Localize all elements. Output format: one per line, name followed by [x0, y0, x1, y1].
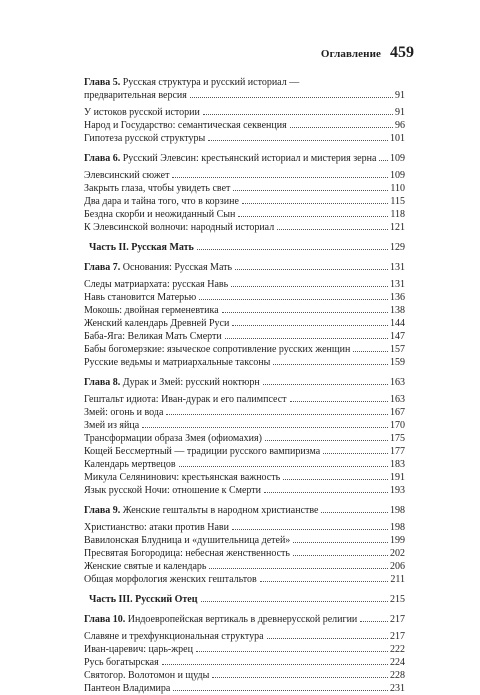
- chapter-entry: [84, 261, 405, 274]
- dot-leader: [197, 249, 388, 250]
- dot-leader: [142, 427, 388, 428]
- entry-title: Русский Отец: [135, 594, 198, 605]
- dot-leader: [283, 479, 388, 480]
- entry-label: Глава 10.: [84, 614, 126, 625]
- page-number: 459: [390, 44, 414, 61]
- entry-page: 110: [390, 183, 405, 194]
- entry-page: 191: [390, 472, 405, 483]
- dot-leader: [199, 299, 388, 300]
- dot-leader: [233, 190, 388, 191]
- toc-entry: [84, 317, 405, 330]
- entry-title: Трансформации образа Змея (офиомахия): [84, 433, 262, 444]
- dot-leader: [232, 529, 388, 530]
- entry-page: 144: [390, 318, 405, 329]
- dot-leader: [235, 269, 388, 270]
- part-entry: [89, 241, 405, 254]
- toc-entry: [84, 132, 405, 145]
- dot-leader: [263, 384, 388, 385]
- entry-title: Женские гештальты в народном христианстве: [122, 505, 319, 516]
- entry-page: 217: [390, 614, 405, 625]
- entry-page: 138: [390, 305, 405, 316]
- toc-entry: [84, 343, 405, 356]
- dot-leader: [293, 542, 388, 543]
- toc-entry: [84, 521, 405, 534]
- toc-entry: [84, 119, 405, 132]
- chapter-entry: [84, 613, 405, 626]
- entry-title: Гипотеза русской структуры: [84, 133, 206, 144]
- entry-page: 167: [390, 407, 405, 418]
- entry-title: У истоков русской истории: [84, 107, 200, 118]
- toc-entry: [84, 393, 405, 406]
- entry-label: Глава 5.: [84, 77, 121, 88]
- dot-leader: [360, 621, 388, 622]
- entry-label: Глава 9.: [84, 505, 121, 516]
- entry-page: 136: [390, 292, 405, 303]
- dot-leader: [166, 414, 388, 415]
- dot-leader: [232, 325, 388, 326]
- entry-title: Змей из яйца: [84, 420, 140, 431]
- entry-title: Элевсинский сюжет: [84, 170, 170, 181]
- entry-page: 109: [390, 170, 405, 181]
- entry-title: Общая морфология женских гештальтов: [84, 574, 257, 585]
- entry-page: 129: [390, 242, 405, 253]
- entry-title: Вавилонская Блудница и «душительница детей»: [84, 535, 291, 546]
- entry-title: Христианство: атаки против Нави: [84, 522, 229, 533]
- dot-leader: [273, 364, 388, 365]
- toc-entry: [84, 669, 405, 682]
- entry-page: 118: [390, 209, 405, 220]
- entry-title: предварительная версия: [84, 90, 187, 101]
- dot-leader: [242, 203, 388, 204]
- toc-entry: [84, 560, 405, 573]
- toc-entry: [84, 458, 405, 471]
- entry-page: 147: [390, 331, 405, 342]
- entry-title: Русь богатырская: [84, 657, 159, 668]
- entry-title: Русский Элевсин: крестьянский историал и мистерия зерна: [122, 153, 377, 164]
- entry-page: 202: [390, 548, 405, 559]
- dot-leader: [179, 466, 388, 467]
- toc-entry: [84, 169, 405, 182]
- running-title: Оглавление: [320, 48, 381, 60]
- entry-title: Кощей Бессмертный — традиции русского вампиризма: [84, 446, 321, 457]
- toc-entry: [84, 471, 405, 484]
- entry-label: Глава 7.: [84, 262, 121, 273]
- entry-page: 131: [390, 262, 405, 273]
- toc-entry: [84, 406, 405, 419]
- toc-entry: [84, 445, 405, 458]
- entry-title: Следы матриархата: русская Навь: [84, 279, 229, 290]
- dot-leader: [353, 351, 388, 352]
- entry-title: Женские святые и календарь: [84, 561, 207, 572]
- dot-leader: [209, 568, 388, 569]
- entry-page: 222: [390, 644, 405, 655]
- dot-leader: [379, 160, 388, 161]
- dot-leader: [162, 664, 388, 665]
- entry-page: 170: [390, 420, 405, 431]
- entry-label: Часть II.: [89, 242, 129, 253]
- entry-page: 217: [390, 631, 405, 642]
- chapter-entry: [84, 376, 405, 389]
- dot-leader: [260, 581, 389, 582]
- entry-page: 91: [395, 90, 405, 101]
- entry-title: Календарь мертвецов: [84, 459, 176, 470]
- dot-leader: [277, 229, 388, 230]
- entry-title: Навь становится Матерью: [84, 292, 197, 303]
- entry-label: Глава 8.: [84, 377, 121, 388]
- toc-entry: [84, 547, 405, 560]
- entry-label: Часть III.: [89, 594, 133, 605]
- toc-entry: [84, 419, 405, 432]
- dot-leader: [225, 338, 388, 339]
- entry-title: Бабы богомерзкие: языческое сопротивление русских женщин: [84, 344, 351, 355]
- entry-page: 115: [390, 196, 405, 207]
- entry-page: 96: [395, 120, 405, 131]
- table-of-contents: [84, 76, 405, 695]
- toc-entry: [84, 432, 405, 445]
- dot-leader: [265, 440, 388, 441]
- entry-title: Индоевропейская вертикаль в древнерусской религии: [127, 614, 358, 625]
- chapter-entry: [84, 152, 405, 165]
- toc-entry: [84, 106, 405, 119]
- entry-page: 109: [390, 153, 405, 164]
- entry-page: 231: [390, 683, 405, 694]
- entry-page: 224: [390, 657, 405, 668]
- entry-page: 157: [390, 344, 405, 355]
- entry-page: 198: [390, 505, 405, 516]
- toc-entry: [84, 221, 405, 234]
- entry-title: Иван-царевич: царь-жрец: [84, 644, 193, 655]
- entry-page: 206: [390, 561, 405, 572]
- entry-title: Пантеон Владимира: [84, 683, 171, 694]
- entry-title: Дурак и Змей: русский ноктюрн: [122, 377, 260, 388]
- dot-leader: [321, 512, 388, 513]
- dot-leader: [222, 312, 388, 313]
- entry-title: Гештальт идиота: Иван-дурак и его палимпсест: [84, 394, 287, 405]
- toc-entry: [84, 291, 405, 304]
- dot-leader: [238, 216, 388, 217]
- entry-title: Закрыть глаза, чтобы увидеть свет: [84, 183, 231, 194]
- entry-label: Глава 6.: [84, 153, 121, 164]
- entry-page: 121: [390, 222, 405, 233]
- entry-page: 193: [390, 485, 405, 496]
- toc-entry: [84, 356, 405, 369]
- toc-entry: [84, 330, 405, 343]
- dot-leader: [208, 140, 388, 141]
- entry-title: Мокошь: двойная герменевтика: [84, 305, 219, 316]
- entry-page: 215: [390, 594, 405, 605]
- toc-entry: [84, 278, 405, 291]
- toc-entry: [84, 208, 405, 221]
- dot-leader: [290, 401, 389, 402]
- entry-title: Баба-Яга: Великая Мать Смерти: [84, 331, 222, 342]
- entry-page: 91: [395, 107, 405, 118]
- entry-title: Бездна скорби и неожиданный Сын: [84, 209, 236, 220]
- dot-leader: [196, 651, 388, 652]
- entry-title: Язык русской Ночи: отношение к Смерти: [84, 485, 262, 496]
- entry-title-line1: Русская структура и русский историал —: [122, 77, 300, 88]
- entry-page: 211: [390, 574, 405, 585]
- chapter-entry: [84, 76, 405, 102]
- part-entry: [89, 593, 405, 606]
- entry-page: 198: [390, 522, 405, 533]
- entry-title: Народ и Государство: семантическая секвенция: [84, 120, 287, 131]
- running-header: [321, 44, 414, 62]
- dot-leader: [172, 177, 388, 178]
- entry-title: Основания: Русская Мать: [122, 262, 233, 273]
- dot-leader: [203, 114, 393, 115]
- entry-title: Славяне и трехфункциональная структура: [84, 631, 264, 642]
- entry-title: Русская Мать: [131, 242, 194, 253]
- toc-entry: [84, 682, 405, 695]
- entry-page: 177: [390, 446, 405, 457]
- dot-leader: [201, 601, 388, 602]
- toc-entry: [84, 182, 405, 195]
- entry-title: К Элевсинской волночи: народный историал: [84, 222, 275, 233]
- entry-page: 175: [390, 433, 405, 444]
- toc-entry: [84, 534, 405, 547]
- dot-leader: [290, 127, 393, 128]
- dot-leader: [190, 97, 393, 98]
- entry-page: 163: [390, 377, 405, 388]
- dot-leader: [293, 555, 388, 556]
- entry-page: 131: [390, 279, 405, 290]
- dot-leader: [212, 677, 388, 678]
- toc-entry: [84, 484, 405, 497]
- dot-leader: [231, 286, 388, 287]
- toc-entry: [84, 656, 405, 669]
- entry-title: Змей: огонь и вода: [84, 407, 164, 418]
- entry-title: Два дара и тайна того, что в корзине: [84, 196, 239, 207]
- dot-leader: [323, 453, 388, 454]
- toc-entry: [84, 573, 405, 586]
- entry-title: Пресвятая Богородица: небесная женственность: [84, 548, 290, 559]
- entry-page: 101: [390, 133, 405, 144]
- entry-page: 199: [390, 535, 405, 546]
- entry-page: 163: [390, 394, 405, 405]
- dot-leader: [264, 492, 388, 493]
- entry-title: Святогор. Волотомон и щуды: [84, 670, 210, 681]
- toc-entry: [84, 630, 405, 643]
- toc-entry: [84, 304, 405, 317]
- entry-title: Микула Селянинович: крестьянская важность: [84, 472, 281, 483]
- toc-entry: [84, 195, 405, 208]
- entry-page: 228: [390, 670, 405, 681]
- entry-title: Женский календарь Древней Руси: [84, 318, 230, 329]
- entry-page: 183: [390, 459, 405, 470]
- entry-title: Русские ведьмы и матриархальные таксоны: [84, 357, 271, 368]
- dot-leader: [267, 638, 388, 639]
- dot-leader: [173, 690, 388, 691]
- chapter-entry: [84, 504, 405, 517]
- entry-page: 159: [390, 357, 405, 368]
